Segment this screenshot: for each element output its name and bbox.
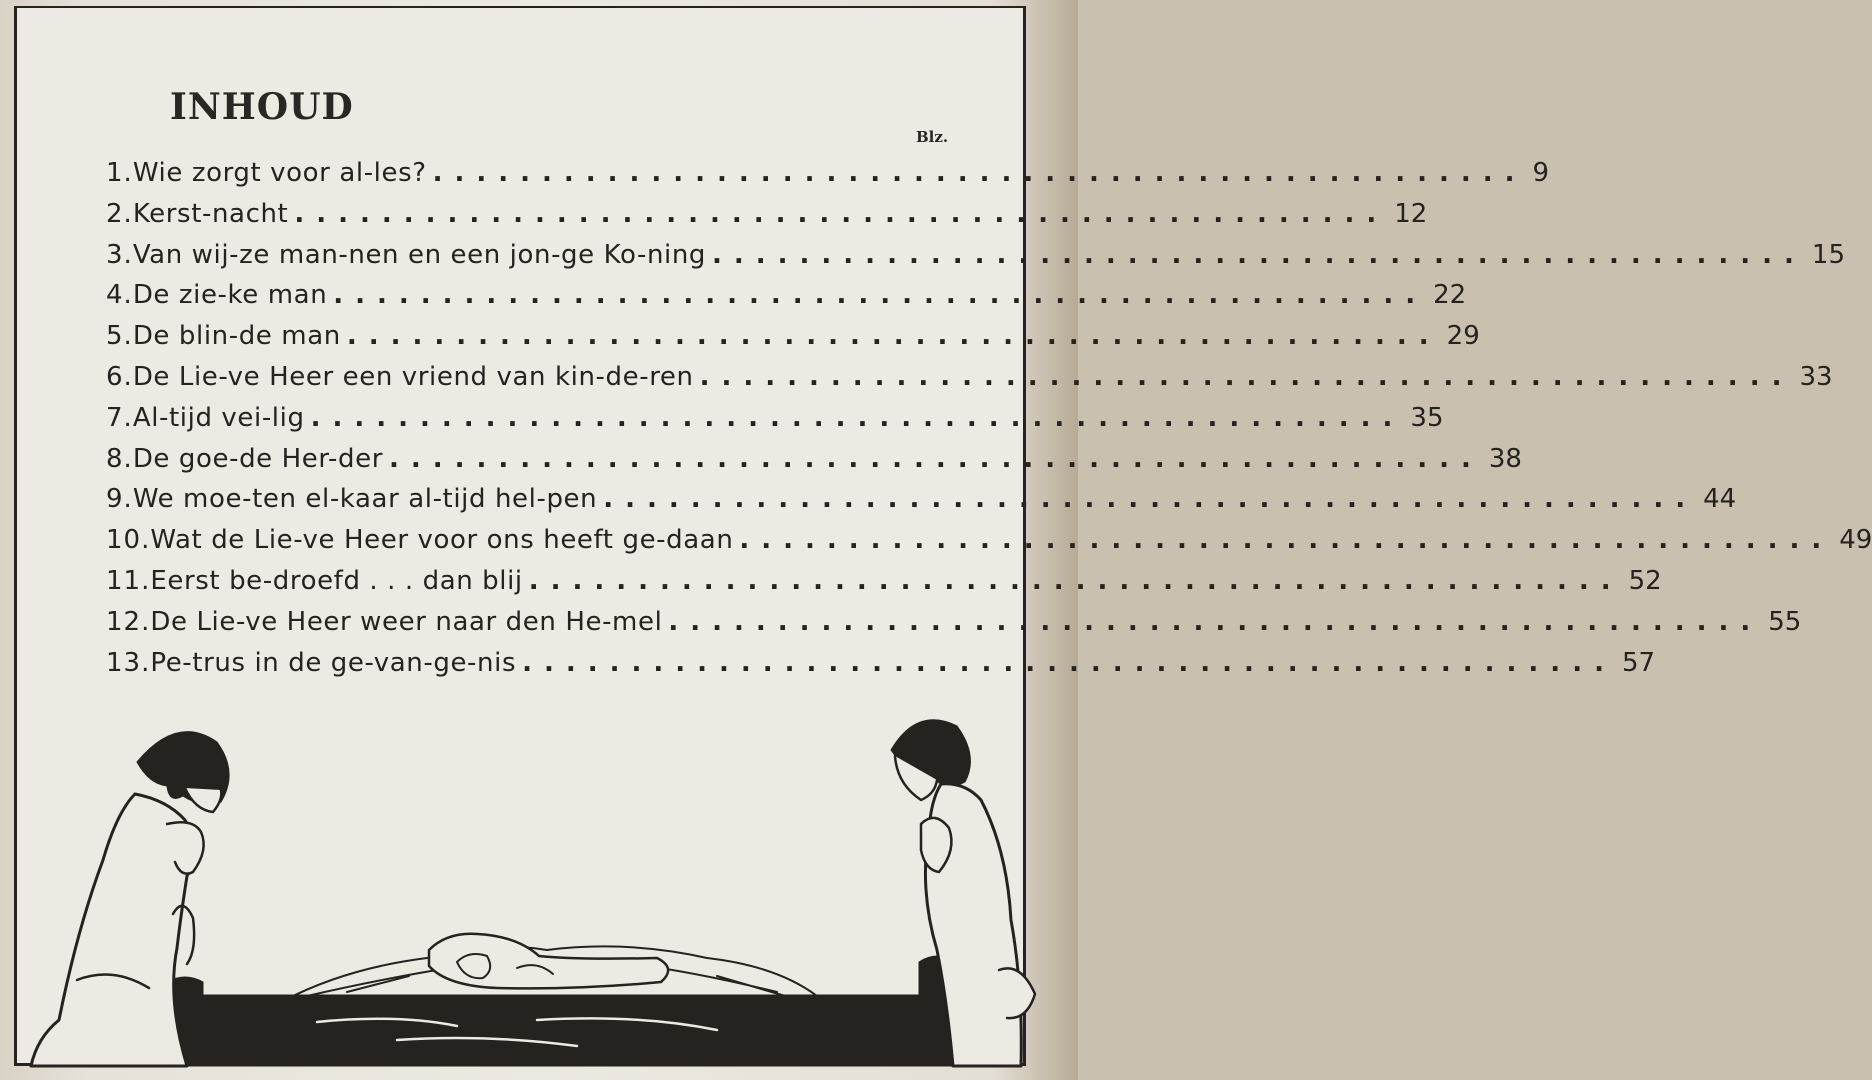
toc-entry-12 bbox=[106, 606, 1802, 648]
toc-entry-title: De blin-de man bbox=[132, 321, 341, 352]
toc-leader-dots: .................................................. bbox=[668, 606, 1763, 637]
toc-leader-dots: .................................................. bbox=[603, 484, 1698, 515]
toc-entry-title: Kerst-nacht bbox=[132, 198, 289, 229]
toc-entry-title: We moe-ten el-kaar al-tijd hel-pen bbox=[132, 484, 598, 515]
toc-entry-page: 15 bbox=[1811, 239, 1845, 270]
toc-leader-dots: .................................................. bbox=[432, 158, 1527, 188]
toc-entry-11 bbox=[106, 565, 1662, 607]
toc-entry-8 bbox=[106, 443, 1522, 485]
toc-entry-page: 57 bbox=[1621, 647, 1656, 678]
toc-entry-page: 55 bbox=[1768, 606, 1802, 637]
toc-leader-dots: .................................................. bbox=[699, 361, 1794, 392]
page-column-label: Blz. bbox=[916, 128, 949, 146]
toc-entry-number: 7. bbox=[106, 402, 133, 433]
toc-leader-dots: .................................................. bbox=[346, 321, 1441, 352]
toc-leader-dots: .................................................. bbox=[522, 647, 1616, 678]
toc-entry-page: 29 bbox=[1446, 321, 1480, 352]
toc-entry-2 bbox=[106, 198, 1428, 240]
toc-entry-title: Wie zorgt voor al-les? bbox=[132, 158, 427, 188]
toc-entry-number: 5. bbox=[106, 321, 133, 352]
toc-entry-page: 35 bbox=[1410, 402, 1444, 433]
toc-entry-title: Eerst be-droefd . . . dan blij bbox=[150, 565, 523, 596]
toc-entry-number: 13. bbox=[106, 647, 151, 678]
toc-entry-4 bbox=[106, 280, 1467, 321]
toc-entry-number: 6. bbox=[106, 361, 133, 392]
toc-entry-number: 3. bbox=[106, 239, 133, 270]
toc-entry-title: Van wij-ze man-nen en een jon-ge Ko-ning bbox=[132, 239, 707, 270]
toc-leader-dots: .................................................. bbox=[739, 525, 1834, 556]
manger-base bbox=[177, 995, 937, 1066]
toc-leader-dots: .................................................. bbox=[333, 280, 1428, 311]
toc-entry-number: 2. bbox=[106, 198, 133, 229]
toc-entry-3 bbox=[106, 239, 1845, 281]
toc-entry-number: 11. bbox=[106, 565, 151, 596]
toc-entry-page: 52 bbox=[1628, 565, 1662, 596]
toc-entry-10 bbox=[106, 525, 1872, 566]
toc-entry-page: 44 bbox=[1703, 484, 1737, 515]
nativity-illustration bbox=[17, 700, 1025, 1066]
toc-entry-title: Pe-trus in de ge-van-ge-nis bbox=[150, 647, 517, 678]
toc-entry-title: De Lie-ve Heer een vriend van kin-de-ren bbox=[132, 361, 694, 392]
toc-leader-dots: .................................................. bbox=[389, 443, 1483, 474]
toc-leader-dots: .................................................. bbox=[712, 239, 1806, 270]
toc-entry-title: De Lie-ve Heer weer naar den He-mel bbox=[150, 606, 663, 637]
toc-entry-number: 9. bbox=[106, 484, 133, 515]
toc-entry-7 bbox=[106, 402, 1444, 444]
toc-entry-number: 4. bbox=[106, 280, 133, 311]
toc-entry-page: 22 bbox=[1433, 280, 1467, 311]
toc-leader-dots: .................................................. bbox=[310, 402, 1405, 433]
toc-entry-number: 10. bbox=[106, 525, 151, 556]
toc-entry-page: 12 bbox=[1394, 198, 1428, 229]
toc-entry-page: 33 bbox=[1799, 361, 1833, 392]
toc-entry-1 bbox=[106, 158, 1550, 199]
toc-entry-page: 9 bbox=[1532, 158, 1550, 188]
toc-entry-6 bbox=[106, 361, 1833, 403]
table-of-contents bbox=[106, 158, 1872, 688]
toc-entry-title: Al-tijd vei-lig bbox=[132, 402, 305, 433]
toc-entry-title: De zie-ke man bbox=[132, 280, 328, 311]
page-title: INHOUD bbox=[170, 86, 354, 128]
toc-leader-dots: .................................................. bbox=[528, 565, 1623, 596]
toc-entry-title: Wat de Lie-ve Heer voor ons heeft ge-daan bbox=[150, 525, 734, 556]
toc-entry-9 bbox=[106, 484, 1737, 525]
toc-entry-5 bbox=[106, 321, 1480, 362]
toc-entry-title: De goe-de Her-der bbox=[132, 443, 383, 474]
toc-entry-page: 49 bbox=[1839, 525, 1872, 556]
toc-leader-dots: .................................................. bbox=[294, 198, 1389, 229]
toc-entry-13 bbox=[106, 647, 1656, 689]
toc-entry-page: 38 bbox=[1488, 443, 1522, 474]
toc-entry-number: 1. bbox=[106, 158, 133, 188]
toc-entry-number: 12. bbox=[106, 606, 151, 637]
toc-entry-number: 8. bbox=[106, 443, 133, 474]
